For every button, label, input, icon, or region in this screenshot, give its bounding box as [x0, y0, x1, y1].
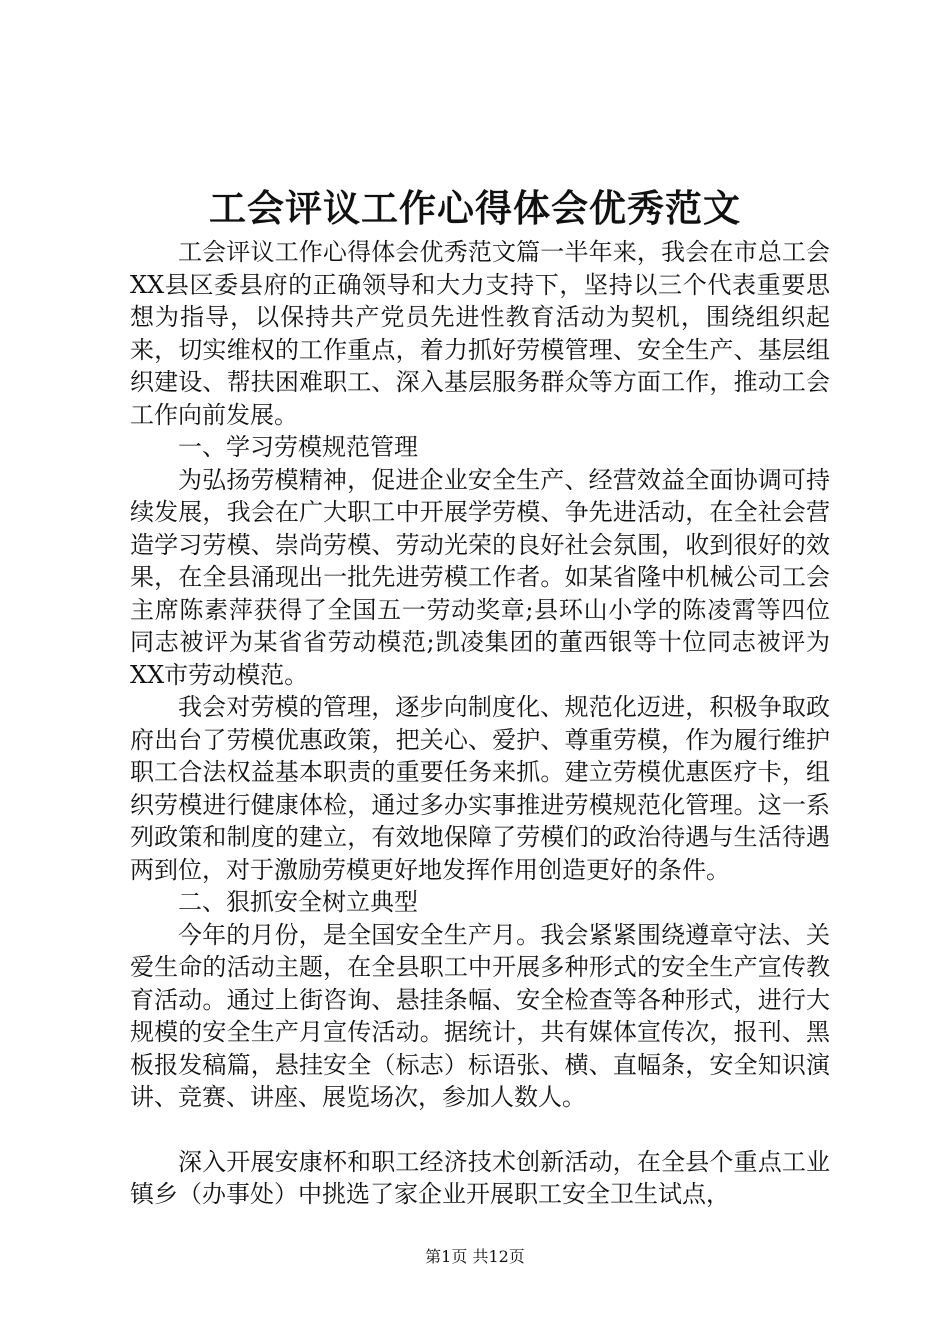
document-title: 工会评议工作心得体会优秀范文 — [209, 186, 741, 230]
paragraph-model-workers: 为弘扬劳模精神，促进企业安全生产、经营效益全面协调可持续发展，我会在广大职工中开展学劳模、争先进活动，在全社会营造学习劳模、崇尚劳模、劳动光荣的良好社会氛围，收到很好的效果，在全县涌现出一批先进劳模工作者。如某省隆中机械公司工会主席陈素萍获得了全国五一劳动奖章;县环山小学的陈凌霄等四位同志被评为某省省劳动模范;凯凌集团的董西银等十位同志被评为XX市劳动模范。 — [130, 465, 830, 689]
page-number-footer: 第1页 共12页 — [425, 1247, 525, 1266]
section-heading-2: 二、狠抓安全树立典型 — [178, 888, 418, 916]
paragraph-safety-month: 今年的月份，是全国安全生产月。我会紧紧围绕遵章守法、关爱生命的活动主题，在全县职工中开展多种形式的安全生产宣传教育活动。通过上街咨询、悬挂条幅、安全检查等各种形式，进行大规模的安全生产月宣传活动。据统计，共有媒体宣传次，报刊、黑板报发稿篇，悬挂安全（标志）标语张、横、直幅条，安全知识演讲、竞赛、讲座、展览场次，参加人数人。 — [130, 920, 830, 1111]
paragraph-intro: 工会评议工作心得体会优秀范文篇一半年来，我会在市总工会XX县区委县府的正确领导和大力支持下，坚持以三个代表重要思想为指导，以保持共产党员先进性教育活动为契机，围绕组织起来，切实维权的工作重点，着力抓好劳模管理、安全生产、基层组织建设、帮扶困难职工、深入基层服务群众等方面工作，推动工会工作向前发展。 — [130, 238, 830, 429]
document-body — [130, 236, 830, 1211]
section-heading-1: 一、学习劳模规范管理 — [178, 433, 418, 461]
paragraph-ankang-cup: 深入开展安康杯和职工经济技术创新活动，在全县个重点工业镇乡（办事处）中挑选了家企业开展职工安全卫生试点， — [130, 1147, 830, 1208]
paragraph-model-management: 我会对劳模的管理，逐步向制度化、规范化迈进，积极争取政府出台了劳模优惠政策，把关心、爱护、尊重劳模，作为履行维护职工合法权益基本职责的重要任务来抓。建立劳模优惠医疗卡，组织劳模进行健康体检，通过多办实事推进劳模规范化管理。这一系列政策和制度的建立，有效地保障了劳模们的政治待遇与生活待遇两到位，对于激励劳模更好地发挥作用创造更好的条件。 — [130, 693, 830, 884]
